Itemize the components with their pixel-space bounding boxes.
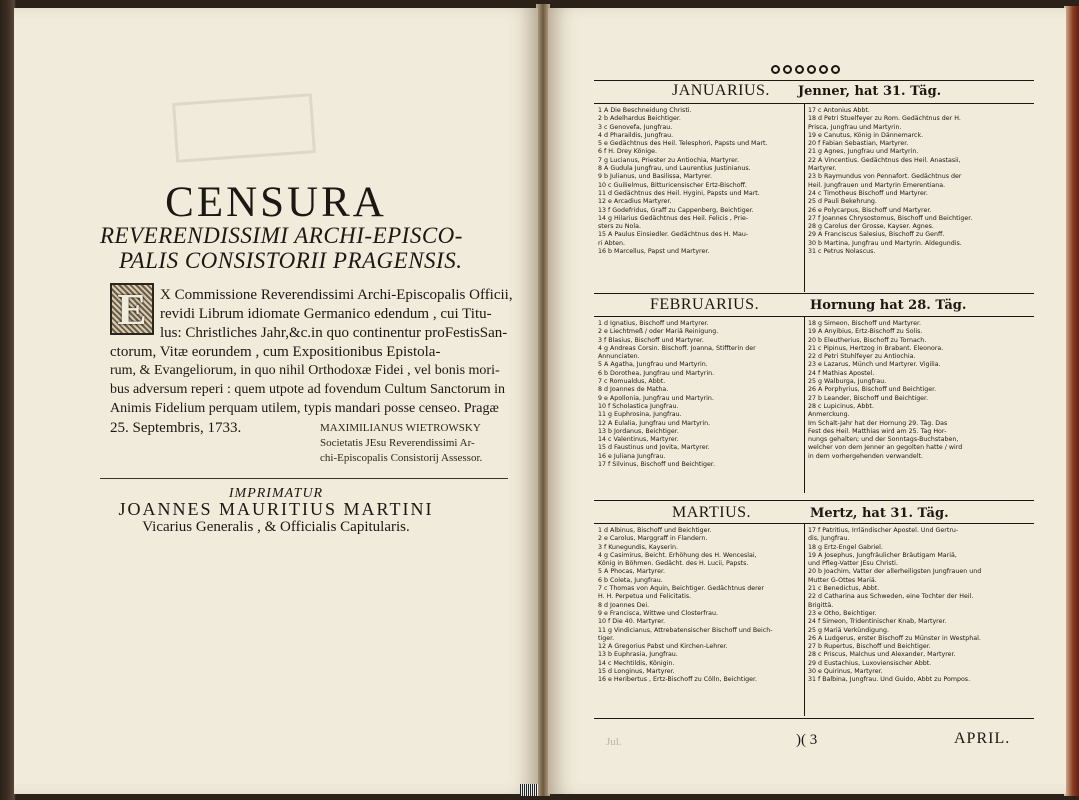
book-edge — [1064, 6, 1079, 796]
calendar-entry: 25 d Pauli Bekehrung. — [808, 198, 877, 206]
calendar-entry: 16 e Heribertus , Ertz-Bischoff zu Cölln, Beichtiger. — [598, 676, 757, 684]
calendar-entry: 16 b Marcellus, Papst und Martyrer. — [598, 248, 710, 256]
calendar-entry: 10 f Scholastica Jungfrau. — [598, 402, 679, 410]
calendar-entry: 30 e Quirinus, Martyrer. — [808, 668, 883, 676]
calendar-entry: 17 c Antonius Abbt. — [808, 107, 870, 114]
bleed-through-frame — [172, 93, 316, 163]
calendar-entry: 4 g Casimirus, Beicht. Erhöhung des H. Wenceslai, — [598, 551, 757, 559]
calendar-entry: 10 c Guilielmus, Bitturicensischer Ertz-Bischoff. — [598, 181, 747, 189]
month-heading-latin: JANUARIUS. — [672, 82, 770, 99]
calendar-entry: 28 g Carolus der Grosse, Kayser. Agnes. — [808, 223, 934, 231]
calendar-entry: H. H. Perpetua und Felicitatis. — [598, 593, 692, 601]
calendar-entry: 17 f Silvinus, Bischoff und Beichtiger. — [598, 461, 715, 469]
february-days-1-17 — [598, 320, 804, 469]
calendar-entry: 17 f Patritius, Irrländischer Apostel. Und Gertru- — [808, 527, 959, 534]
month-heading-latin: FEBRUARIUS. — [650, 296, 760, 313]
calendar-entry: 15 d Longinus, Martyrer. — [598, 668, 675, 676]
calendar-entry: Fest des Heil. Matthias wird am 25. Tag Hor- — [808, 427, 947, 435]
calendar-entry: Prisca, Jungfrau und Martyrin. — [808, 123, 902, 131]
calendar-entry: 28 c Priscus, Malchus und Alexander, Martyrer. — [808, 651, 956, 659]
calendar-entry: 11 d Gedächtnus des Heil. Hygini, Papsts und Mart. — [598, 189, 760, 197]
calendar-entry: 23 e Lazarus, Münch und Martyrer. Vigilia. — [808, 361, 941, 369]
month-heading-german: Mertz, hat 31. Täg. — [810, 506, 949, 521]
rule — [594, 718, 1034, 719]
subtitle-line-2: PALIS CONSISTORII PRAGENSIS. — [119, 248, 463, 273]
calendar-entry: 11 g Vindicianus, Attrebatensischer Bischoff und Beich- — [598, 626, 773, 634]
calendar-entry: 23 e Otho, Beichtiger. — [808, 609, 877, 617]
imprimatur-label: IMPRIMATUR — [228, 486, 324, 501]
rule — [594, 80, 1034, 81]
month-heading-german: Jenner, hat 31. Täg. — [798, 84, 942, 99]
column-divider — [804, 317, 805, 493]
calendar-entry: 29 A Franciscus Salesius, Bischoff zu Genff. — [808, 231, 945, 239]
ornament — [764, 62, 846, 76]
march-days-1-16 — [598, 527, 804, 685]
calendar-entry: 12 e Arcadius Martyrer. — [598, 198, 672, 206]
calendar-entry: 19 e Canutus, König in Dännemarck. — [808, 131, 924, 139]
calendar-entry: 24 f Simeon, Tridentinischer Knab, Martyrer. — [808, 618, 947, 626]
calendar-entry: Annunciaten. — [598, 353, 640, 361]
calendar-entry: 30 b Martina, Jungfrau und Martyrin. Aldegundis. — [808, 239, 962, 247]
calendar-entry: 4 g Andreas Corsin. Bischoff. Joanna, Stiffterin der — [598, 344, 756, 352]
calendar-entry: nungs gehalten; und der Sonntags-Buchstaben, — [808, 436, 959, 444]
calendar-entry: 6 b Dorothea, Jungfrau und Martyrin. — [598, 369, 715, 377]
calendar-entry: 18 g Simeon, Bischoff und Martyrer. — [808, 320, 922, 327]
calendar-entry: 14 c Valentinus, Martyrer. — [598, 436, 679, 444]
rule — [594, 316, 1034, 317]
calendar-entry: 25 g Walburga, Jungfrau. — [808, 378, 887, 386]
body-line: X Commissione Reverendissimi Archi-Episcopalis Officii, — [160, 287, 513, 303]
january-days-1-16 — [598, 107, 804, 256]
calendar-entry: welcher von dem Jenner an gegolten hatte / wird — [808, 444, 963, 452]
calendar-entry: 15 A Paulus Einsiedler. Gedächtnus des H. Mau- — [598, 231, 749, 239]
calendar-entry: 22 d Petri Stuhlfeyer zu Antiochia. — [808, 353, 916, 361]
calendar-entry: 20 b Eleutherius, Bischoff zu Tornach. — [808, 336, 927, 344]
calendar-entry: 15 d Faustinus und Jovita, Martyrer. — [598, 444, 710, 452]
calendar-entry: 1 A Die Beschneidung Christi. — [598, 107, 692, 114]
calendar-entry: 29 d Eustachius, Luxoviensischer Abbt. — [808, 659, 932, 667]
calendar-entry: 2 e Liechtmeß / oder Mariä Reinigung. — [598, 328, 719, 336]
signature-mark: )( 3 — [796, 732, 818, 748]
rule — [594, 523, 1034, 524]
calendar-entry: 7 c Thomas von Aquin, Beichtiger. Gedächtnus derer — [598, 585, 765, 593]
body-line: Animis Fidelium perquam utilem, typis mandari posse censeo. Pragæ — [110, 401, 499, 416]
calendar-entry: 3 f Blasius, Bischoff und Martyrer. — [598, 336, 704, 344]
calendar-entry: 18 g Ertz-Engel Gabriel. — [808, 543, 883, 551]
body-line: bus adversum reperi : quem utpote ad fovendum Cultum Sanctorum in — [110, 382, 506, 397]
calendar-entry: 27 f Joannes Chrysostomus, Bischoff und Beichtiger. — [808, 214, 973, 222]
calendar-entry: 2 e Carolus, Marggraff in Flandern. — [598, 535, 708, 543]
calendar-entry: 22 d Catharina aus Schweden, eine Tochter der Heil. — [808, 593, 974, 601]
calendar-entry: 13 b Jordanus, Beichtiger. — [598, 427, 679, 435]
calendar-entry: 5 e Gedächtnus des Heil. Telesphori, Papsts und Mart. — [598, 140, 768, 148]
calendar-entry: 25 g Mariä Verkündigung. — [808, 626, 889, 634]
calendar-entry: 11 g Euphrosina, Jungfrau. — [598, 411, 682, 419]
calendar-entry: 31 c Petrus Nolascus. — [808, 248, 876, 256]
calendar-entry: 26 A Porphyrius, Bischoff und Beichtiger. — [808, 386, 937, 394]
calendar-entry: und Pfleg-Vatter JEsu Christi. — [808, 560, 898, 568]
calendar-entry: Martyrer. — [808, 165, 837, 173]
calendar-entry: 26 e Polycarpus, Bischoff und Martyrer. — [808, 206, 932, 214]
calendar-entry: 16 e Juliana Jungfrau. — [598, 452, 666, 460]
rule — [594, 500, 1034, 501]
calendar-entry: 4 d Pharaildis, Jungfrau. — [598, 131, 674, 139]
calendar-entry: Heil. Jungfrauen und Martyrin Emerentiana. — [808, 181, 946, 189]
calendar-entry: 28 c Lupicinus, Abbt. — [808, 402, 874, 410]
calendar-entry: 9 b Julianus, und Basilissa, Martyrer. — [598, 173, 713, 181]
month-heading-german: Hornung hat 28. Täg. — [810, 298, 967, 313]
february-days-18-28 — [808, 320, 1014, 461]
calendar-entry: 9 e Apollonia, Jungfrau und Martyrin. — [598, 394, 714, 402]
calendar-entry: 24 f Mathias Apostel. — [808, 369, 875, 377]
signatory-line: chi-Episcopalis Consistorij Assessor. — [320, 452, 483, 464]
calendar-entry: 12 A Gregorius Pabst und Kirchen-Lehrer. — [598, 643, 728, 651]
library-label — [520, 784, 538, 796]
calendar-entry: 21 c Pipinus, Hertzog in Brabant. Eleonora. — [808, 344, 944, 352]
calendar-entry: Im Schalt-Jahr hat der Hornung 29. Täg. Das — [808, 419, 948, 427]
drop-cap — [110, 283, 154, 335]
calendar-entry: 13 b Euphrasia, Jungfrau. — [598, 651, 678, 659]
body-line: lus: Christliches Jahr,&c.in quo continentur proFestisSan- — [160, 325, 508, 341]
calendar-entry: 21 g Agnes, Jungfrau und Martyrin. — [808, 148, 919, 156]
calendar-entry: 3 f Kunegundis, Kayserin. — [598, 543, 678, 551]
calendar-entry: 20 b Joachim, Vatter der allerheiligsten Jungfrauen und — [808, 568, 982, 576]
body-line: rum, & Evangeliorum, in quo nihil Orthodoxæ Fidei , vel bonis mori- — [110, 363, 500, 378]
calendar-entry: 19 A Anyibius, Ertz-Bischoff zu Solis. — [808, 328, 923, 336]
column-divider — [804, 524, 805, 716]
body-line: revidi Librum idiomate Germanico edendum , cui Titu- — [160, 306, 492, 322]
calendar-entry: 1 d Ignatius, Bischoff und Martyrer. — [598, 320, 709, 327]
month-heading-latin: MARTIUS. — [672, 504, 752, 521]
calendar-entry: 6 b Coleta, Jungfrau. — [598, 576, 663, 584]
calendar-entry: Mutter G-Ottes Mariä. — [808, 576, 877, 584]
calendar-entry: 5 A Agatha, Jungfrau und Martyrin. — [598, 361, 708, 369]
calendar-entry: 3 c Genovefa, Jungfrau. — [598, 123, 673, 131]
calendar-entry: ri Abten. — [598, 239, 625, 247]
calendar-entry: 8 d Joannes de Matha. — [598, 386, 669, 394]
signatory-name: MAXIMILIANUS WIETROWSKY — [320, 422, 481, 434]
drop-cap-letter: E — [117, 284, 147, 334]
calendar-entry: 12 A Eulalia, Jungfrau und Martyrin. — [598, 419, 711, 427]
calendar-entry: 23 b Raymundus von Pennafort. Gedächtnus der — [808, 173, 962, 181]
calendar-entry: 20 f Fabian Sebastian, Martyrer. — [808, 140, 909, 148]
january-days-17-31 — [808, 107, 1014, 256]
approver-title: Vicarius Generalis , & Officialis Capitularis. — [142, 519, 410, 535]
rule — [594, 293, 1034, 294]
calendar-entry: 9 e Francisca, Wittwe und Closterfrau. — [598, 609, 718, 617]
march-days-17-31 — [808, 527, 1014, 685]
calendar-entry: 31 f Balbina, Jungfrau. Und Guido, Abbt zu Pompos. — [808, 676, 971, 684]
column-divider — [804, 104, 805, 292]
calendar-entry: 24 c Timotheus Bischoff und Martyrer. — [808, 189, 928, 197]
calendar-entry: 13 f Godefridus, Graff zu Cappenberg, Beichtiger. — [598, 206, 754, 214]
approver-name: JOANNES MAURITIUS MARTINI — [118, 499, 434, 519]
calendar-entry: 27 b Rupertus, Bischoff und Beichtiger. — [808, 643, 931, 651]
calendar-entry: 18 d Petri Stuelfeyer zu Rom. Gedächtnus der H. — [808, 115, 961, 123]
calendar-entry: tiger. — [598, 634, 615, 642]
right-page — [548, 8, 1066, 794]
calendar-entry: 22 A Vincentius. Gedächtnus des Heil. Anastasii, — [808, 156, 961, 164]
calendar-entry: 21 c Benedictus, Abbt. — [808, 585, 880, 593]
calendar-entry: 2 b Adelhardus Beichtiger. — [598, 115, 681, 123]
calendar-entry: in dem vorhergehenden verwandelt. — [808, 452, 924, 460]
calendar-entry: dis, Jungfrau. — [808, 535, 850, 543]
calendar-entry: 8 d Joannes Dei. — [598, 601, 650, 609]
body-line: ctorum, Vitæ eorundem , cum Expositionibus Epistola- — [110, 344, 441, 360]
calendar-entry: Brigittä. — [808, 601, 834, 609]
calendar-entry: Anmerckung. — [808, 411, 850, 419]
calendar-entry: 8 A Gudula Jungfrau, und Laurentius Justinianus. — [598, 165, 751, 173]
calendar-entry: 1 d Albinus, Bischoff und Beichtiger. — [598, 527, 712, 534]
calendar-entry: 7 g Lucianus, Priester zu Antiochia, Martyrer. — [598, 156, 739, 164]
subtitle-line-1: REVERENDISSIMI ARCHI-EPISCO- — [100, 223, 463, 248]
divider — [100, 478, 508, 479]
calendar-entry: 7 c Romualdus, Abbt. — [598, 378, 666, 386]
body-line: 25. Septembris, 1733. — [110, 420, 242, 436]
calendar-entry: 27 b Leander, Bischoff und Beichtiger. — [808, 394, 929, 402]
calendar-entry: 10 f Die 40. Martyrer. — [598, 618, 666, 626]
calendar-entry: 6 f H. Drey Könige. — [598, 148, 658, 156]
calendar-entry: 14 c Mechtildis, Königin. — [598, 659, 675, 667]
page-title: CENSURA — [165, 179, 387, 226]
signatory-line: Societatis JEsu Reverendissimi Ar- — [320, 437, 475, 449]
calendar-entry: sters zu Nola. — [598, 223, 641, 231]
calendar-entry: 26 A Ludgerus, erster Bischoff zu Münster in Westphal. — [808, 634, 981, 642]
calendar-entry: 5 A Phocas, Martyrer. — [598, 568, 665, 576]
calendar-entry: 19 A Josephus, Jungfräulicher Bräutigam Mariä, — [808, 551, 957, 559]
calendar-entry: König in Böhmen. Gedächt. des H. Lucii, Papsts. — [598, 560, 749, 568]
left-page — [14, 8, 538, 794]
calendar-entry: 14 g Hilarius Gedächtnus des Heil. Felicis , Prie- — [598, 214, 749, 222]
bleed-through-footer: Jul. — [606, 736, 622, 748]
catchword: APRIL. — [954, 730, 1011, 747]
rule — [594, 103, 1034, 104]
